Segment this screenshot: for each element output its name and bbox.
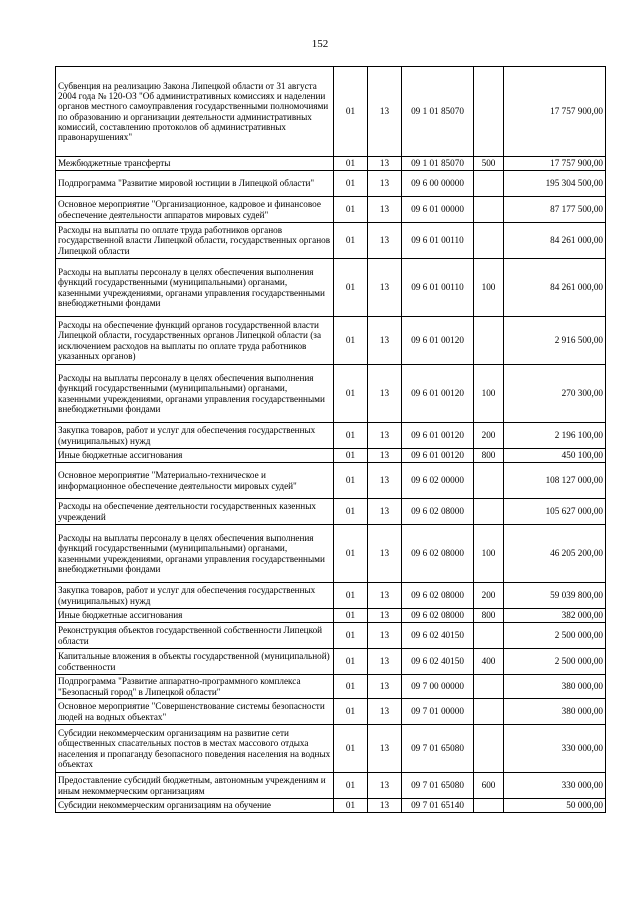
row-target-code: 09 7 00 00000 [402, 675, 474, 699]
row-target-code: 09 6 02 08000 [402, 525, 474, 583]
row-section-code: 13 [368, 171, 402, 197]
table-row [56, 317, 606, 365]
row-amount: 84 261 000,00 [504, 223, 606, 259]
row-section-code: 13 [368, 499, 402, 525]
row-target-code: 09 6 02 08000 [402, 583, 474, 609]
row-description: Расходы на обеспечение деятельности государственных казенных учреждений [56, 499, 334, 525]
row-description: Межбюджетные трансферты [56, 157, 334, 171]
row-expense-type-code: 200 [474, 583, 504, 609]
row-expense-type-code [474, 675, 504, 699]
row-section-code: 13 [368, 223, 402, 259]
row-ministry-code: 01 [334, 499, 368, 525]
row-target-code: 09 1 01 85070 [402, 67, 474, 157]
row-section-code: 13 [368, 463, 402, 499]
row-ministry-code: 01 [334, 449, 368, 463]
row-section-code: 13 [368, 725, 402, 773]
row-expense-type-code: 400 [474, 649, 504, 675]
row-expense-type-code: 100 [474, 365, 504, 423]
row-description: Капитальные вложения в объекты государственной (муниципальной) собственности [56, 649, 334, 675]
row-description: Основное мероприятие "Организационное, кадровое и финансовое обеспечение деятельности аппаратов мировых судей" [56, 197, 334, 223]
table-row [56, 609, 606, 623]
row-amount: 105 627 000,00 [504, 499, 606, 525]
row-description: Подпрограмма "Развитие мировой юстиции в Липецкой области" [56, 171, 334, 197]
row-target-code: 09 6 01 00120 [402, 449, 474, 463]
row-ministry-code: 01 [334, 699, 368, 725]
row-target-code: 09 6 02 08000 [402, 499, 474, 525]
row-ministry-code: 01 [334, 197, 368, 223]
row-amount: 330 000,00 [504, 725, 606, 773]
row-section-code: 13 [368, 799, 402, 813]
row-description: Основное мероприятие "Материально-техническое и информационное обеспечение деятельности мировых судей" [56, 463, 334, 499]
row-section-code: 13 [368, 449, 402, 463]
row-target-code: 09 1 01 85070 [402, 157, 474, 171]
row-target-code: 09 6 01 00120 [402, 365, 474, 423]
row-target-code: 09 6 01 00120 [402, 423, 474, 449]
row-ministry-code: 01 [334, 583, 368, 609]
row-target-code: 09 6 02 40150 [402, 649, 474, 675]
row-ministry-code: 01 [334, 365, 368, 423]
row-target-code: 09 6 01 00120 [402, 317, 474, 365]
table-row [56, 449, 606, 463]
row-ministry-code: 01 [334, 223, 368, 259]
row-target-code: 09 6 01 00110 [402, 223, 474, 259]
table-row [56, 197, 606, 223]
row-ministry-code: 01 [334, 463, 368, 499]
row-target-code: 09 7 01 65140 [402, 799, 474, 813]
row-section-code: 13 [368, 317, 402, 365]
row-target-code: 09 6 01 00000 [402, 197, 474, 223]
row-section-code: 13 [368, 609, 402, 623]
table-row [56, 259, 606, 317]
table-row [56, 675, 606, 699]
row-amount: 450 100,00 [504, 449, 606, 463]
row-section-code: 13 [368, 649, 402, 675]
table-row [56, 423, 606, 449]
table-row [56, 649, 606, 675]
row-ministry-code: 01 [334, 525, 368, 583]
row-section-code: 13 [368, 675, 402, 699]
row-section-code: 13 [368, 583, 402, 609]
row-ministry-code: 01 [334, 67, 368, 157]
row-ministry-code: 01 [334, 317, 368, 365]
row-expense-type-code: 500 [474, 157, 504, 171]
table-row [56, 583, 606, 609]
row-expense-type-code [474, 463, 504, 499]
row-description: Предоставление субсидий бюджетным, автономным учреждениям и иным некоммерческим организациям [56, 773, 334, 799]
table-row [56, 67, 606, 157]
row-amount: 330 000,00 [504, 773, 606, 799]
row-expense-type-code [474, 623, 504, 649]
row-amount: 59 039 800,00 [504, 583, 606, 609]
row-description: Реконструкция объектов государственной собственности Липецкой области [56, 623, 334, 649]
table-row [56, 799, 606, 813]
table-row [56, 171, 606, 197]
row-amount: 2 500 000,00 [504, 623, 606, 649]
row-ministry-code: 01 [334, 259, 368, 317]
row-description: Субвенция на реализацию Закона Липецкой области от 31 августа 2004 года № 120-ОЗ "Об административных комиссиях и наделении органов местного самоуправления государственными полномочиями по образованию и организации деятельности административных комиссий, составлению протоколов об административных правонарушениях" [56, 67, 334, 157]
row-expense-type-code: 100 [474, 525, 504, 583]
page-number: 152 [311, 38, 329, 50]
row-ministry-code: 01 [334, 725, 368, 773]
row-ministry-code: 01 [334, 171, 368, 197]
row-target-code: 09 6 02 08000 [402, 609, 474, 623]
row-target-code: 09 6 02 40150 [402, 623, 474, 649]
row-target-code: 09 7 01 65080 [402, 773, 474, 799]
row-expense-type-code [474, 67, 504, 157]
row-description: Расходы на выплаты персоналу в целях обеспечения выполнения функций государственными (муниципальными) органами, казенными учреждениями, органами управления государственными внебюджетными фондами [56, 259, 334, 317]
row-ministry-code: 01 [334, 799, 368, 813]
row-expense-type-code [474, 499, 504, 525]
row-target-code: 09 7 01 65080 [402, 725, 474, 773]
row-description: Иные бюджетные ассигнования [56, 609, 334, 623]
row-description: Субсидии некоммерческим организациям на развитие сети общественных спасательных постов в местах массового отдыха населения и пропаганду безопасного поведения населения на водных объектах [56, 725, 334, 773]
table-row [56, 499, 606, 525]
row-amount: 380 000,00 [504, 699, 606, 725]
row-amount: 50 000,00 [504, 799, 606, 813]
table-row [56, 157, 606, 171]
budget-table-body [56, 67, 606, 813]
row-section-code: 13 [368, 699, 402, 725]
row-amount: 2 196 100,00 [504, 423, 606, 449]
row-section-code: 13 [368, 525, 402, 583]
row-amount: 84 261 000,00 [504, 259, 606, 317]
table-row [56, 223, 606, 259]
row-ministry-code: 01 [334, 649, 368, 675]
row-description: Иные бюджетные ассигнования [56, 449, 334, 463]
row-amount: 195 304 500,00 [504, 171, 606, 197]
row-description: Расходы на выплаты персоналу в целях обеспечения выполнения функций государственными (муниципальными) органами, казенными учреждениями, органами управления государственными внебюджетными фондами [56, 365, 334, 423]
row-expense-type-code [474, 317, 504, 365]
row-target-code: 09 6 01 00110 [402, 259, 474, 317]
row-expense-type-code [474, 223, 504, 259]
row-amount: 46 205 200,00 [504, 525, 606, 583]
row-description: Расходы на выплаты по оплате труда работников органов государственной власти Липецкой области, государственных органов Липецкой области [56, 223, 334, 259]
table-row [56, 463, 606, 499]
table-row [56, 623, 606, 649]
row-ministry-code: 01 [334, 609, 368, 623]
row-amount: 2 500 000,00 [504, 649, 606, 675]
row-section-code: 13 [368, 773, 402, 799]
row-section-code: 13 [368, 623, 402, 649]
row-ministry-code: 01 [334, 623, 368, 649]
row-ministry-code: 01 [334, 675, 368, 699]
table-row [56, 525, 606, 583]
row-ministry-code: 01 [334, 157, 368, 171]
table-row [56, 699, 606, 725]
row-expense-type-code: 200 [474, 423, 504, 449]
row-section-code: 13 [368, 259, 402, 317]
row-expense-type-code: 100 [474, 259, 504, 317]
row-description: Расходы на выплаты персоналу в целях обеспечения выполнения функций государственными (муниципальными) органами, казенными учреждениями, органами управления государственными внебюджетными фондами [56, 525, 334, 583]
row-amount: 17 757 900,00 [504, 67, 606, 157]
row-description: Закупка товаров, работ и услуг для обеспечения государственных (муниципальных) нужд [56, 583, 334, 609]
row-amount: 270 300,00 [504, 365, 606, 423]
row-expense-type-code [474, 171, 504, 197]
row-amount: 108 127 000,00 [504, 463, 606, 499]
table-row [56, 725, 606, 773]
row-target-code: 09 7 01 00000 [402, 699, 474, 725]
row-ministry-code: 01 [334, 773, 368, 799]
row-description: Подпрограмма "Развитие аппаратно-программного комплекса "Безопасный город" в Липецкой области" [56, 675, 334, 699]
row-expense-type-code: 600 [474, 773, 504, 799]
table-row [56, 365, 606, 423]
table-row [56, 773, 606, 799]
row-amount: 382 000,00 [504, 609, 606, 623]
row-section-code: 13 [368, 365, 402, 423]
row-expense-type-code [474, 699, 504, 725]
row-description: Закупка товаров, работ и услуг для обеспечения государственных (муниципальных) нужд [56, 423, 334, 449]
row-expense-type-code [474, 197, 504, 223]
row-amount: 380 000,00 [504, 675, 606, 699]
row-target-code: 09 6 00 00000 [402, 171, 474, 197]
row-description: Расходы на обеспечение функций органов государственной власти Липецкой области, государственных органов Липецкой области (за исключением расходов на выплаты по оплате труда работников указанных органов) [56, 317, 334, 365]
row-section-code: 13 [368, 157, 402, 171]
row-section-code: 13 [368, 197, 402, 223]
row-amount: 17 757 900,00 [504, 157, 606, 171]
row-amount: 87 177 500,00 [504, 197, 606, 223]
budget-table [55, 66, 606, 813]
row-target-code: 09 6 02 00000 [402, 463, 474, 499]
row-section-code: 13 [368, 67, 402, 157]
row-amount: 2 916 500,00 [504, 317, 606, 365]
row-description: Субсидии некоммерческим организациям на обучение [56, 799, 334, 813]
row-expense-type-code: 800 [474, 449, 504, 463]
row-ministry-code: 01 [334, 423, 368, 449]
row-expense-type-code [474, 725, 504, 773]
row-expense-type-code: 800 [474, 609, 504, 623]
row-section-code: 13 [368, 423, 402, 449]
row-expense-type-code [474, 799, 504, 813]
row-description: Основное мероприятие "Совершенствование системы безопасности людей на водных объектах" [56, 699, 334, 725]
